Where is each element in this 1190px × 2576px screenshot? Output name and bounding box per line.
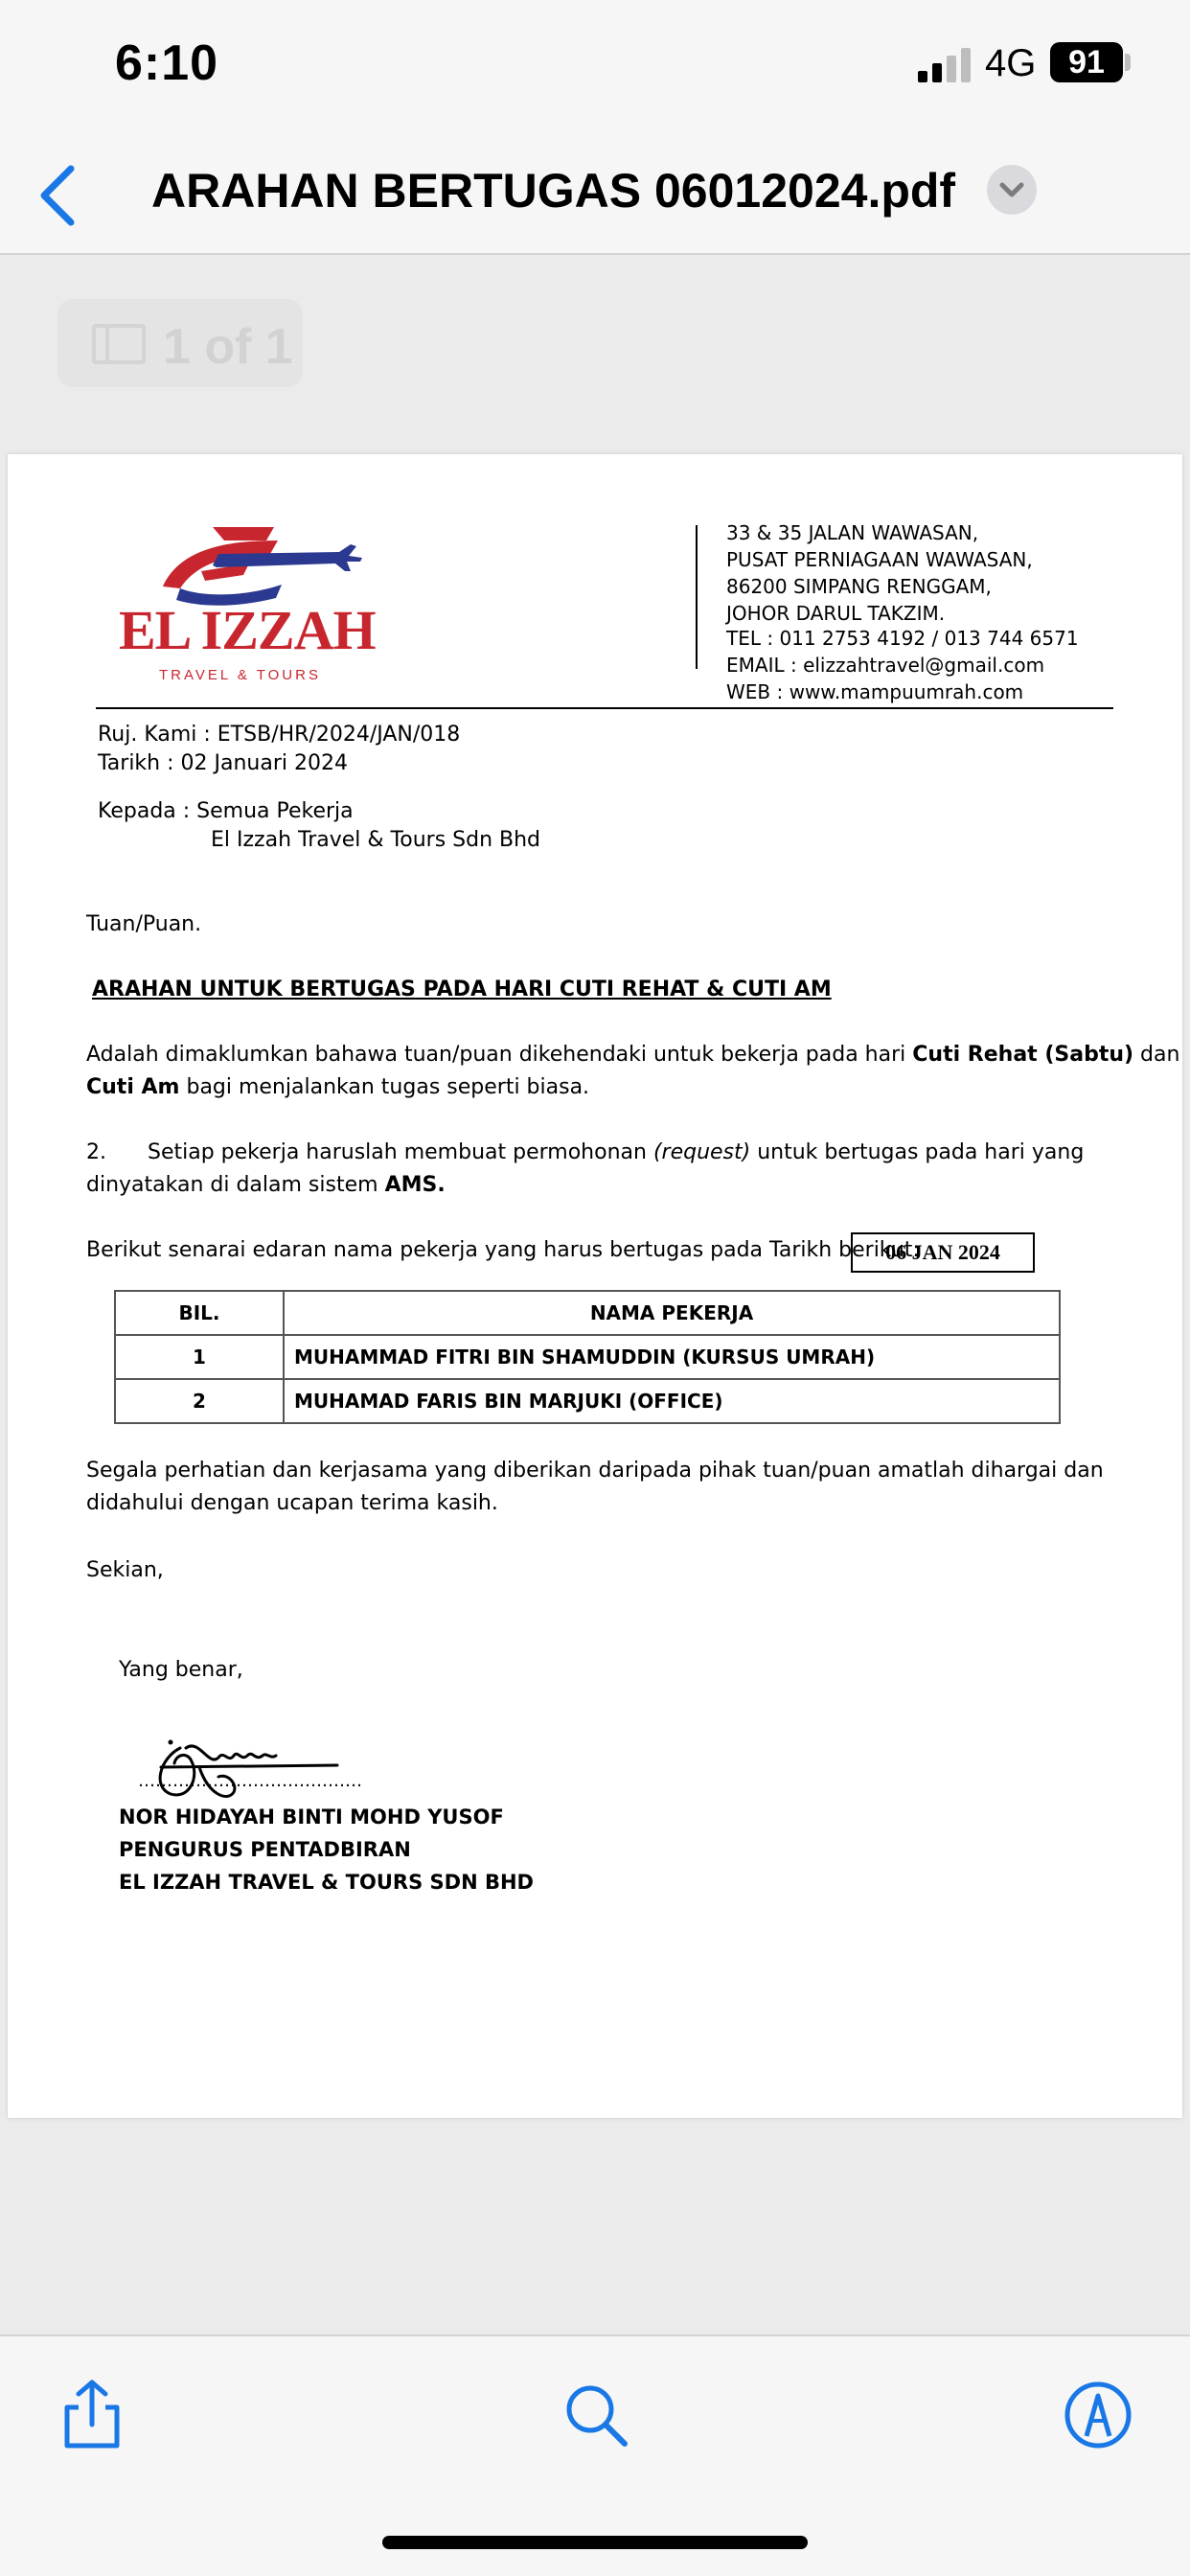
search-icon [558, 2377, 634, 2453]
row-number: 2 [115, 1379, 284, 1423]
status-bar [0, 0, 1190, 134]
sidebar-icon [92, 324, 146, 364]
staff-table [114, 1290, 1061, 1424]
signatory-name: NOR HIDAYAH BINTI MOHD YUSOF [119, 1806, 504, 1828]
paragraph-2-line-1: Setiap pekerja haruslah membuat permohonan (request) untuk bertugas pada hari yang [148, 1140, 1085, 1164]
signatory-position: PENGURUS PENTADBIRAN [119, 1838, 411, 1861]
network-type: 4G [985, 42, 1037, 84]
salutation: Tuan/Puan. [86, 912, 202, 936]
battery-icon: 91 [1050, 42, 1123, 82]
list-intro: Berikut senarai edaran nama pekerja yang harus bertugas pada Tarikh berikut: [86, 1238, 920, 1262]
letter-subject: ARAHAN UNTUK BERTUGAS PADA HARI CUTI REHAT & CUTI AM [92, 978, 832, 1001]
closing-line-1: Segala perhatian dan kerjasama yang diberikan daripada pihak tuan/puan amatlah dihargai dan [86, 1459, 1104, 1483]
share-button[interactable] [54, 2377, 130, 2453]
table-header-row [115, 1291, 1060, 1335]
paragraph-1-line-2: Cuti Am bagi menjalankan tugas seperti biasa. [86, 1075, 590, 1099]
signal-icon [918, 48, 972, 82]
address-line: PUSAT PERNIAGAAN WAWASAN, [726, 548, 1033, 571]
column-header: BIL. [115, 1291, 284, 1335]
markup-button[interactable] [1060, 2377, 1136, 2453]
nav-bar [0, 134, 1190, 255]
signatory-company: EL IZZAH TRAVEL & TOURS SDN BHD [119, 1871, 534, 1894]
search-button[interactable] [558, 2377, 634, 2453]
reference-number: Ruj. Kami : ETSB/HR/2024/JAN/018 [98, 723, 461, 747]
header-rule [96, 707, 1113, 709]
page-indicator [57, 299, 303, 387]
paragraph-2-line-2: dinyatakan di dalam sistem AMS. [86, 1173, 446, 1197]
pdf-page[interactable] [8, 454, 1182, 2118]
recipient-company: El Izzah Travel & Tours Sdn Bhd [211, 828, 541, 852]
back-button[interactable] [33, 159, 90, 232]
table-row [115, 1335, 1060, 1379]
paragraph-2-number: 2. [86, 1140, 106, 1164]
employee-name: MUHAMMAD FITRI BIN SHAMUDDIN (KURSUS UMRAH) [284, 1335, 1060, 1379]
home-indicator[interactable] [382, 2536, 808, 2549]
paragraph-1-line-1: Adalah dimaklumkan bahawa tuan/puan dikehendaki untuk bekerja pada hari Cuti Rehat (Sabtu) dan [86, 1043, 1180, 1067]
yang-benar: Yang benar, [119, 1658, 243, 1682]
status-time: 6:10 [115, 35, 219, 91]
address-line: JOHOR DARUL TAKZIM. [726, 602, 946, 625]
row-number: 1 [115, 1335, 284, 1379]
address-web: WEB : www.mampuumrah.com [726, 680, 1024, 703]
title-menu-button[interactable] [987, 165, 1037, 215]
address-line: 86200 SIMPANG RENGGAM, [726, 575, 992, 598]
recipient-line: Kepada : Semua Pekerja [98, 799, 354, 823]
share-icon [54, 2377, 130, 2453]
document-title[interactable]: ARAHAN BERTUGAS 06012024.pdf [151, 164, 956, 218]
logo-subtitle: TRAVEL & TOURS [159, 667, 321, 683]
page-count: 1 of 1 [163, 319, 293, 375]
column-header: NAMA PEKERJA [284, 1291, 1060, 1335]
markup-icon [1060, 2377, 1136, 2453]
table-row [115, 1379, 1060, 1423]
battery-cap [1125, 54, 1131, 71]
signature-dots: ………………………………… [138, 1771, 362, 1791]
duty-date-box: 06 JAN 2024 [851, 1232, 1035, 1273]
chevron-left-icon [33, 159, 90, 232]
chevron-down-icon [987, 165, 1037, 215]
logo-name: EL IZZAH [119, 599, 376, 661]
address-tel: TEL : 011 2753 4192 / 013 744 6571 [726, 627, 1079, 650]
closing-line-2: didahului dengan ucapan terima kasih. [86, 1491, 498, 1515]
address-line: 33 & 35 JALAN WAWASAN, [726, 521, 979, 544]
employee-name: MUHAMAD FARIS BIN MARJUKI (OFFICE) [284, 1379, 1060, 1423]
address-email: EMAIL : elizzahtravel@gmail.com [726, 654, 1045, 677]
address-divider [696, 525, 698, 669]
letter-date: Tarikh : 02 Januari 2024 [98, 751, 348, 775]
sign-off: Sekian, [86, 1558, 164, 1582]
